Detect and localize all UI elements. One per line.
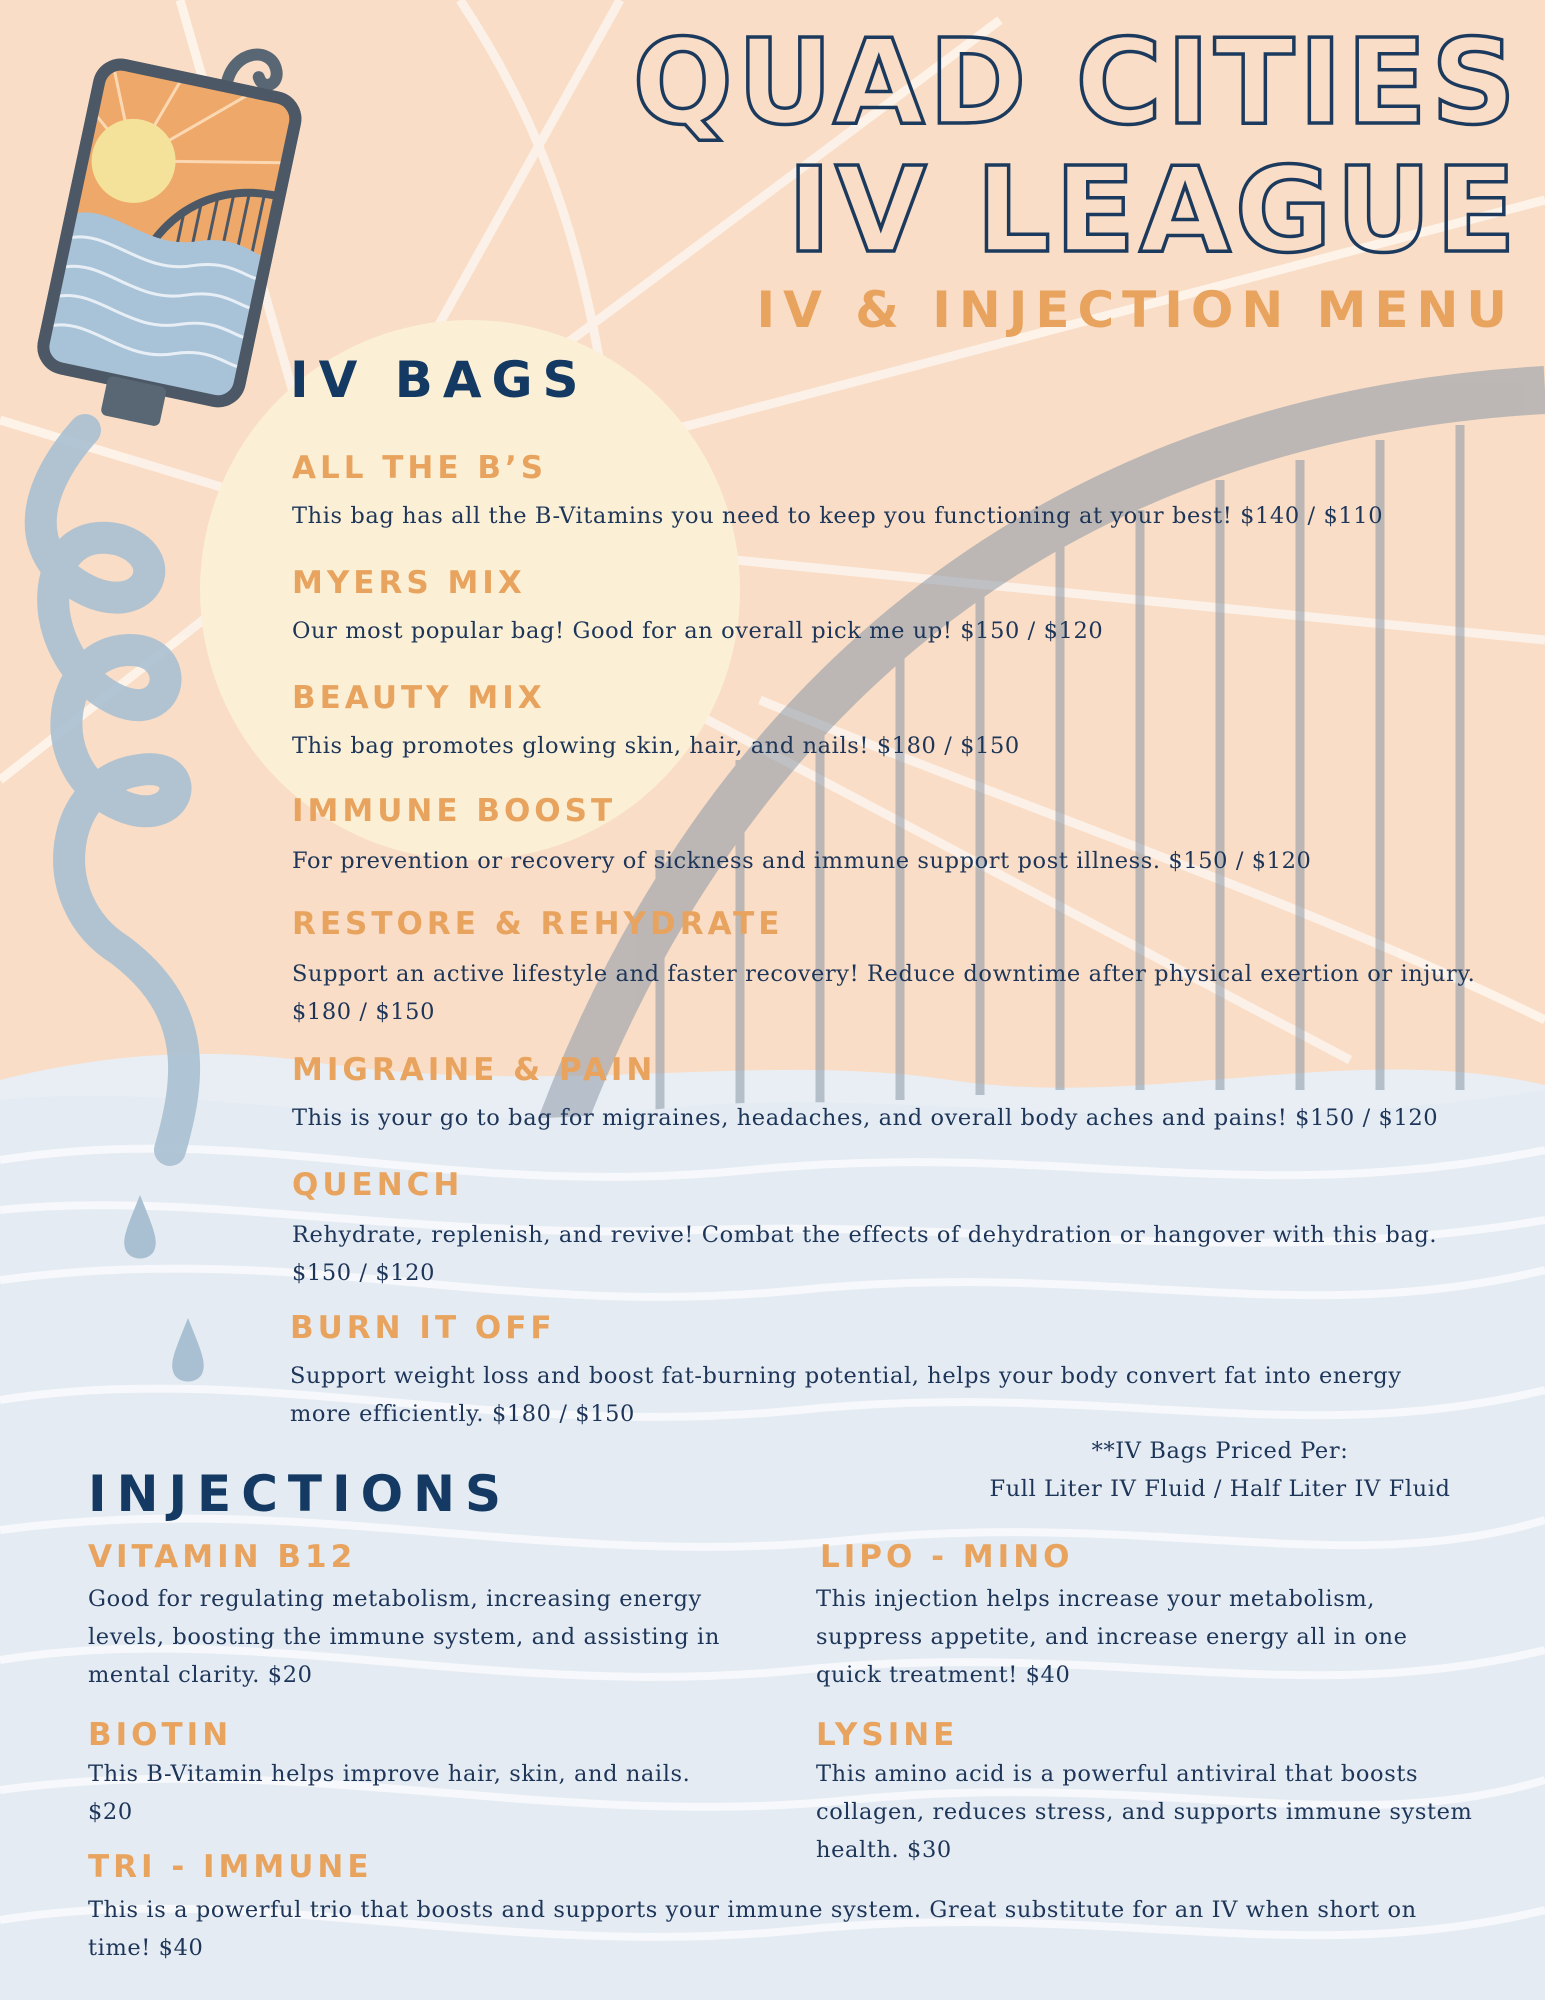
iv-bag-description: Rehydrate, replenish, and revive! Combat the effects of dehydration or hangover with this bag. $150 / $120 (292, 1222, 1438, 1286)
injection-name: BIOTIN (88, 1717, 233, 1753)
iv-bag-description: Support an active lifestyle and faster recovery! Reduce downtime after physical exertion or injury. $180 / $150 (292, 961, 1476, 1025)
injection-name: LIPO - MINO (820, 1539, 1074, 1575)
injection-description: This amino acid is a powerful antiviral that boosts collagen, reduces stress, and supports immune system health. $30 (816, 1761, 1473, 1863)
pricing-note-line-1: **IV Bags Priced Per: (1091, 1438, 1349, 1464)
iv-bag-description: For prevention or recovery of sickness and immune support post illness. $150 / $120 (292, 848, 1312, 874)
injection-description: Good for regulating metabolism, increasing energy levels, boosting the immune system, and assisting in mental clarity. $20 (88, 1586, 720, 1688)
iv-bag-name: BEAUTY MIX (292, 680, 546, 716)
iv-bag-name: IMMUNE BOOST (292, 793, 617, 829)
title-line-1: QUAD CITIES (632, 13, 1520, 151)
iv-bag-name: BURN IT OFF (290, 1310, 556, 1346)
iv-bag-name: RESTORE & REHYDRATE (292, 906, 784, 942)
iv-bag-name: QUENCH (292, 1167, 464, 1203)
pricing-note (950, 1432, 1490, 1508)
iv-bag-description: This is your go to bag for migraines, headaches, and overall body aches and pains! $150 / $120 (292, 1105, 1439, 1131)
subtitle: IV & INJECTION MENU (756, 281, 1515, 339)
iv-bag-description: This bag has all the B-Vitamins you need to keep you functioning at your best! $140 / $110 (292, 503, 1384, 529)
iv-bags-heading: IV BAGS (290, 351, 589, 409)
iv-bag-name: MIGRAINE & PAIN (292, 1052, 657, 1088)
iv-bag-name: MYERS MIX (292, 565, 526, 601)
injections-heading: INJECTIONS (88, 1465, 511, 1523)
title-line-2: IV LEAGUE (787, 141, 1520, 279)
injection-name: LYSINE (816, 1717, 959, 1753)
injection-description: This is a powerful trio that boosts and supports your immune system. Great substitute for an IV when short on time! $40 (88, 1897, 1417, 1961)
injection-name: VITAMIN B12 (88, 1539, 357, 1575)
injection-description: This B-Vitamin helps improve hair, skin, and nails. $20 (88, 1761, 691, 1825)
pricing-note-line-2: Full Liter IV Fluid / Half Liter IV Fluid (989, 1476, 1451, 1502)
injection-description: This injection helps increase your metabolism, suppress appetite, and increase energy all in one quick treatment! $40 (816, 1586, 1408, 1688)
iv-bag-name: ALL THE B’S (292, 450, 548, 486)
iv-bag-description: Our most popular bag! Good for an overall pick me up! $150 / $120 (292, 618, 1104, 644)
injection-name: TRI - IMMUNE (88, 1849, 373, 1885)
iv-bag-description: Support weight loss and boost fat-burning potential, helps your body convert fat into energy more efficiently. $180 / $150 (290, 1363, 1402, 1427)
iv-bag-description: This bag promotes glowing skin, hair, and nails! $180 / $150 (292, 733, 1020, 759)
